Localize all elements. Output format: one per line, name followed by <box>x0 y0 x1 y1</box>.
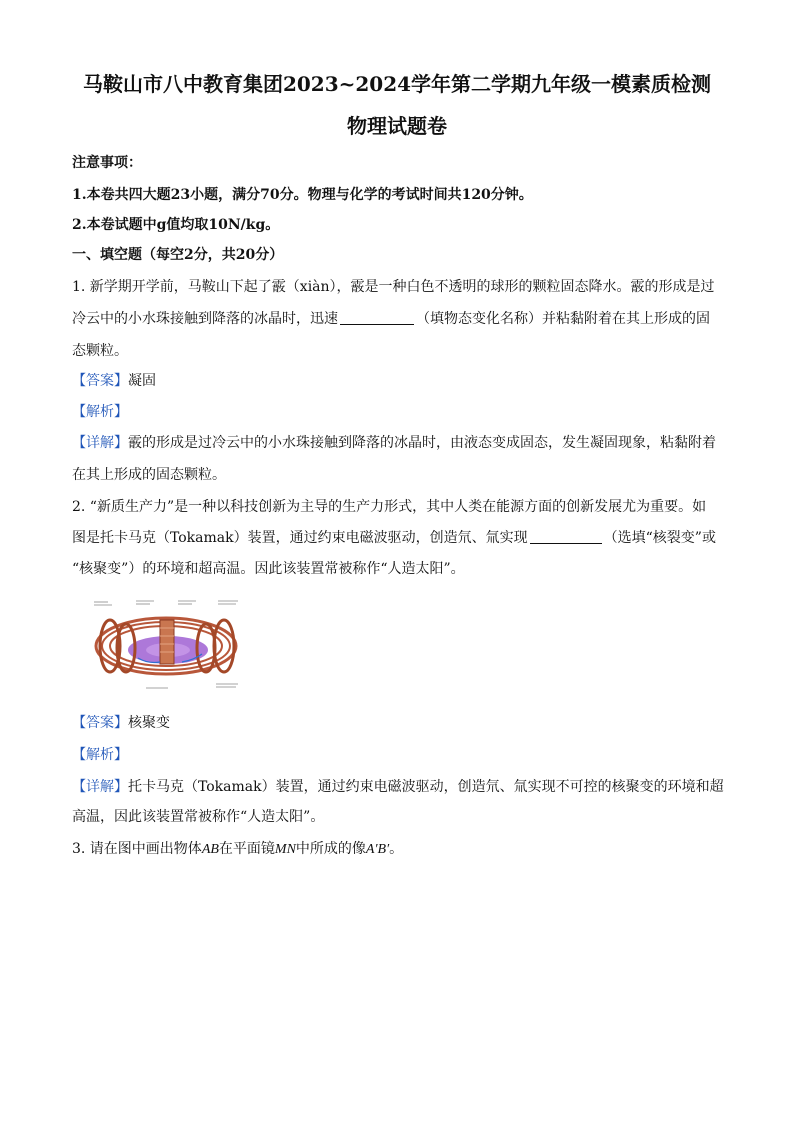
q2-line-2-text-b: （选填“核裂变”或 <box>603 530 716 546</box>
q3-image-name: A′B′ <box>365 842 390 857</box>
section-heading: 一、填空题（每空2分，共20分） <box>72 247 284 263</box>
q2-detail-1 <box>72 776 724 796</box>
q1-answer-blank <box>340 310 414 325</box>
q2-detail-2: 高温，因此该装置常被称作“人造太阳”。 <box>72 809 325 825</box>
q1-line-1: 1. 新学期开学前，马鞍山下起了霰（xiàn），霰是一种白色不透明的球形的颗粒固态降水。霰的形成是过 <box>72 279 715 295</box>
answer-tag: 【答案】 <box>72 373 128 389</box>
q3-prefix: 3. 请在图中画出物体 <box>72 841 202 857</box>
notes-item-1: 1.本卷共四大题23小题，满分70分。物理与化学的考试时间共120分钟。 <box>72 187 533 203</box>
q2-line-3: “核聚变”）的环境和超高温。因此该装置常被称作“人造太阳”。 <box>72 561 465 577</box>
page-title: 马鞍山市八中教育集团2023~2024学年第二学期九年级一模素质检测 <box>82 72 712 96</box>
q1-detail-2: 在其上形成的固态颗粒。 <box>72 467 226 483</box>
q1-line-3: 态颗粒。 <box>72 343 128 359</box>
q3-end: 。 <box>389 841 404 857</box>
detail-tag: 【详解】 <box>72 779 128 795</box>
answer-text: 核聚变 <box>128 715 170 731</box>
q3-mid: 在平面镜 <box>218 841 275 857</box>
answer-text: 凝固 <box>128 373 156 389</box>
notes-heading: 注意事项： <box>72 155 142 171</box>
answer-tag: 【答案】 <box>72 715 128 731</box>
q2-line-2 <box>72 527 716 547</box>
detail-text: 霰的形成是过冷云中的小水珠接触到降落的冰晶时，由液态变成固态，发生凝固现象，粘黏附着 <box>128 435 716 451</box>
page-subtitle: 物理试题卷 <box>347 114 447 138</box>
q3-suffix: 中所成的像 <box>295 841 366 857</box>
q2-line-1: 2. “新质生产力”是一种以科技创新为主导的生产力形式，其中人类在能源方面的创新发展尤为重要。如 <box>72 499 707 515</box>
q1-answer <box>72 370 156 390</box>
q3-line-1 <box>72 838 403 858</box>
q1-detail-1 <box>72 432 716 452</box>
q1-line-2-text-a: 冷云中的小水珠接触到降落的冰晶时，迅速 <box>72 311 338 327</box>
analysis-tag: 【解析】 <box>72 747 128 763</box>
q1-line-2 <box>72 308 710 328</box>
q2-answer-blank <box>530 529 602 544</box>
q2-answer <box>72 712 170 732</box>
q3-object-ab: AB <box>201 842 219 857</box>
detail-text: 托卡马克（Tokamak）装置，通过约束电磁波驱动，创造氘、氚实现不可控的核聚变的环境和超 <box>128 779 724 795</box>
q3-mirror-mn: MN <box>274 842 296 857</box>
tokamak-figure <box>86 596 248 696</box>
q1-line-2-text-b: （填物态变化名称）并粘黏附着在其上形成的固 <box>416 311 710 327</box>
notes-item-2: 2.本卷试题中g值均取10N/kg。 <box>72 217 280 233</box>
q2-line-2-text-a: 图是托卡马克（Tokamak）装置，通过约束电磁波驱动，创造氘、氚实现 <box>72 530 528 546</box>
analysis-tag: 【解析】 <box>72 404 128 420</box>
detail-tag: 【详解】 <box>72 435 128 451</box>
